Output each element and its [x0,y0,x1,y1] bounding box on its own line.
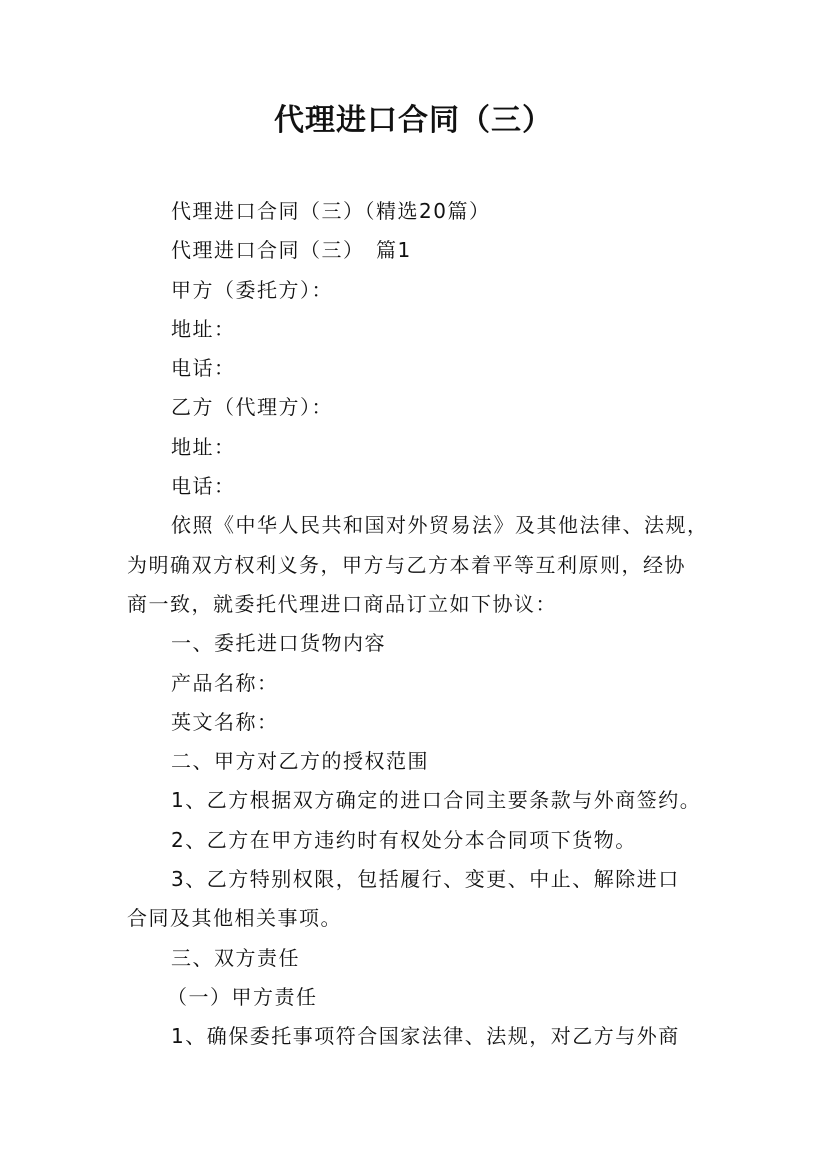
clause-item-continued: 合同及其他相关事项。 [127,906,342,931]
subtitle-line: 代理进口合同（三）（精选20篇） [171,199,491,223]
party-b-phone: 电话： [171,474,236,499]
party-b-address: 地址： [171,434,236,459]
paragraph-line: 依照《中华人民共和国对外贸易法》及其他法律、法规， [171,513,709,538]
party-a-phone: 电话： [171,356,236,381]
product-name-field: 产品名称： [171,670,279,695]
paragraph-line: 为明确双方权利义务，甲方与乙方本着平等互利原则，经协 [127,552,686,577]
clause-heading: 三、双方责任 [171,945,300,970]
english-name-field: 英文名称： [171,709,279,734]
party-a-address: 地址： [171,316,236,341]
clause-item: 2、乙方在甲方违约时有权处分本合同项下货物。 [171,827,637,852]
clause-heading: 二、甲方对乙方的授权范围 [171,749,429,774]
clause-item: 1、乙方根据双方确定的进口合同主要条款与外商签约。 [171,788,702,813]
clause-heading: 一、委托进口货物内容 [171,631,386,656]
clause-item: 1、确保委托事项符合国家法律、法规，对乙方与外商 [171,1024,680,1049]
paragraph-line: 商一致，就委托代理进口商品订立如下协议： [127,591,557,616]
party-a-label: 甲方（委托方）： [171,277,333,302]
clause-item: 3、乙方特别权限，包括履行、变更、中止、解除进口 [171,867,680,892]
party-b-label: 乙方（代理方）： [171,395,333,420]
document-body [127,192,717,1057]
sub-clause-heading: （一）甲方责任 [167,984,318,1009]
document-title: 代理进口合同（三） [274,103,553,138]
section-heading: 代理进口合同（三） 篇1 [171,238,412,263]
